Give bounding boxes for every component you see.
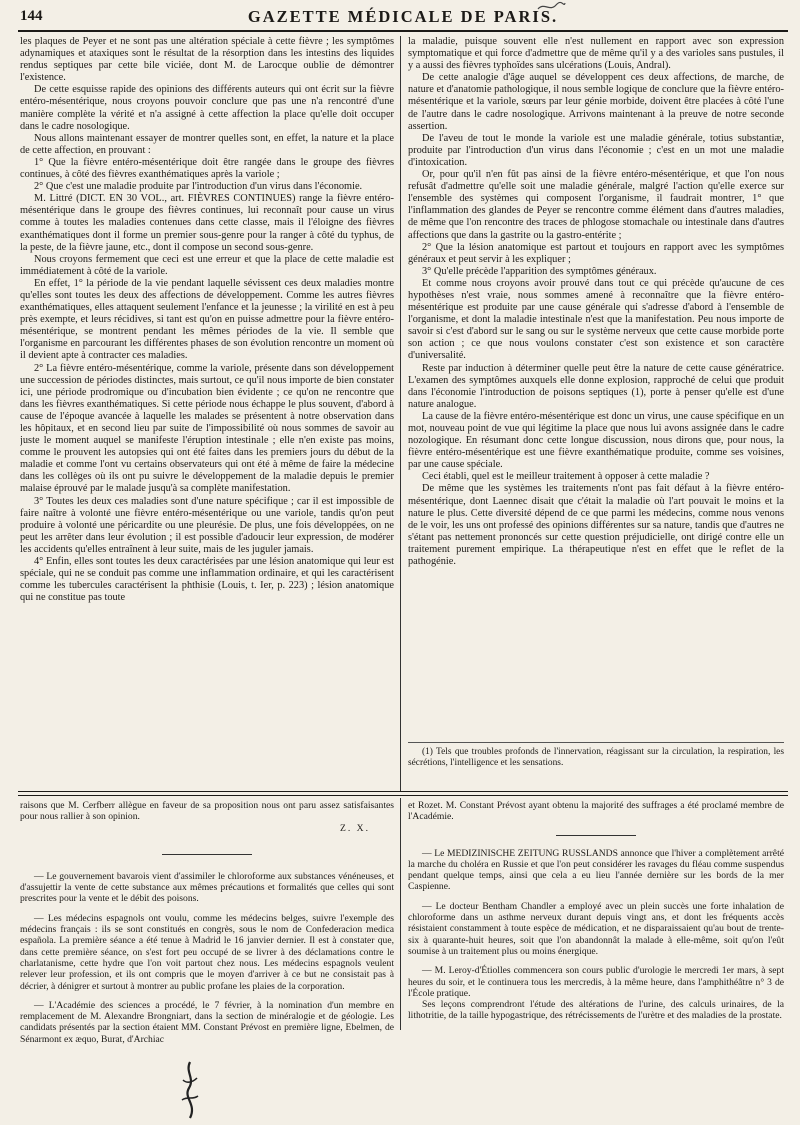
paragraph: Ceci établi, quel est le meilleur traitement à opposer à cette maladie ? — [422, 471, 710, 483]
paragraph: 2° Que la lésion anatomique est partout et toujours en rapport avec les symptômes généraux et peut servir à les expliquer ; — [408, 241, 784, 265]
paragraph: les plaques de Peyer et ne sont pas une altération spéciale à cette fièvre ; les symptômes adynamiques et ataxiques sont le résultat de la résorption dans les intestins des liquides rendus septiques par cette bile viciée, dont M. de Larocque oublie de démontrer l'existence. — [20, 36, 394, 84]
footnote-text: (1) Tels que troubles profonds de l'innervation, réagissant sur la circulation, la respiration, les sécrétions, l'intelligence et les sensations. — [408, 747, 784, 768]
paragraph: et Rozet. M. Constant Prévost ayant obtenu la majorité des suffrages a été proclamé membre de l'Académie. — [408, 800, 784, 823]
paragraph: De l'aveu de tout le monde la variole est une maladie générale, totius substantiæ, produite par l'introduction d'un virus dans l'économie ; c'est en un mot une maladie d'intoxication. — [408, 132, 784, 168]
paragraph: 2° Que c'est une maladie produite par l'introduction d'un virus dans l'économie. — [34, 181, 363, 193]
news-item: Ses leçons comprendront l'étude des altérations de l'urine, des calculs urinaires, de la lithotritie, de la taille hypogastrique, des rétrécissements de l'urètre et des maladies de la prostate. — [408, 999, 784, 1022]
page-header — [18, 4, 788, 32]
paragraph: Nous croyons fermement que ceci est une erreur et que la place de cette maladie est immédiatement à côté de la variole. — [20, 253, 394, 277]
footnote-rule — [408, 742, 784, 743]
news-item: — Les médecins espagnols ont voulu, comme les médecins belges, suivre l'exemple des médecins français : ils se sont constitués en congrès, sous le nom de Confederacion medica española. La première séance a été tenue à Madrid le 16 janvier dernier. Il est à constater que, dans cette première séance, on s'est fort peu occupé de se livrer à des déclamations contre le charlatanisme, cette hydre que l'on voit partout chez nous. Les médecins espagnols veulent relever leur profession, et ils ont compris que le moyen d'arriver à ce but ne consistait pas à décrier, à dénigrer et surtout à montrer au public profane les plaies de la corporation. — [20, 912, 394, 992]
printer-ornament-icon — [175, 1060, 205, 1120]
paragraph: Or, pour qu'il n'en fût pas ainsi de la fièvre entéro-mésentérique, et que l'on nous refusât d'admettre qu'elle soit une maladie générale, malgré l'action qu'elle exerce sur l'ensemble des systèmes qui composent l'organisme, il faudrait montrer, 1° que l'inflammation des glandes de Peyer se rencontre comme élément dans d'autres maladies, de même que l'on rencontre des traces de phlogose stomachale ou intestinale dans d'autres affections que dans la gastrite ou la gastro-entérite ; — [408, 169, 784, 241]
article-column-right — [408, 36, 784, 739]
separator — [556, 835, 636, 836]
paragraph: 2° La fièvre entéro-mésentérique, comme la variole, présente dans son développement une succession de périodes distinctes, mais surtout, ce qu'il nous importe de bien constater ici, une période prodromique ou d'incubation bien évidente ; ce qu'on ne rencontre que dans les fièvres exanthématiques. Si cette période nous échappe le plus souvent, d'abord à cause de l'époque avancée à laquelle les malades se présentent à notre observation dans les hôpitaux, et en second lieu par suite de l'impossibilité où nous sommes de savoir au juste le moment auquel se manifeste l'éruption intestinale ; elle n'en existe pas moins, comme le prouvent les autopsies qui ont été faites dans les premiers jours du début de la maladie et comme l'ont vu certains observateurs qui ont été à même de faire la médecine dans les collèges où ils ont pu suivre le développement de la maladie depuis le premier malaise éprouvé par le malade jusqu'à sa complète manifestation. — [20, 362, 394, 495]
paragraph: raisons que M. Cerfberr allègue en faveur de sa proposition nous ont paru assez satisfaisantes pour nous rallier à son opinion. — [20, 800, 394, 823]
news-item: — L'Académie des sciences a procédé, le 7 février, à la nomination d'un membre en remplacement de M. Alexandre Brongniart, dans la section de minéralogie et de géologie. Les candidats présentés par la section étaient MM. Constant Prévost en première ligne, Ebelmen, de Sénarmont ex æquo, Burat, d'Archiac — [20, 999, 394, 1045]
paragraph: 1° Que la fièvre entéro-mésentérique doit être rangée dans le groupe des fièvres continues, à côté des fièvres exanthématiques après la variole ; — [20, 156, 394, 181]
section-divider — [18, 791, 788, 796]
column-divider — [400, 36, 401, 792]
journal-title: GAZETTE MÉDICALE DE PARIS. — [247, 7, 559, 26]
paragraph: la maladie, puisque souvent elle n'est nullement en rapport avec son expression symptomatique et qui force d'admettre que de même qu'il y a des varioles sans pustules, il y a aussi des fièvres typhoïdes sans ulcérations (Louis, Andral). — [408, 36, 784, 72]
news-column-right — [408, 800, 784, 1022]
paragraph: De même que les systèmes les traitements n'ont pas fait défaut à la fièvre entéro-mésentérique, dont Laennec disait que c'était la maladie où l'art pouvait le moins et la nature le plus. Cette diversité dépend de ce que parmi les médecins, comme nous venons de le voir, les uns ont professé des opinions différentes sur sa nature, tandis que d'autres ne s'étant pas nettement prononcés sur cette question préjudicielle, ont dirigé contre elle un traitement purement empirique. La thérapeutique n'est en effet que le reflet de la pathogénie. — [408, 483, 784, 568]
page-number: 144 — [20, 8, 43, 24]
paragraph: De cette esquisse rapide des opinions des différents auteurs qui ont écrit sur la fièvre entéro-mésentérique, nous croyons pouvoir conclure que pas une n'a rencontré d'une manière complète la vérité et n'a assigné à cette affection la place qu'elle doit occuper dans le cadre nosologique. — [20, 84, 394, 132]
paragraph: Et comme nous croyons avoir prouvé dans tout ce qui précède qu'aucune de ces hypothèses n'est vraie, nous sommes amené à reconnaître que la fièvre entéro-mésentérique est produite par une cause générale qui s'adresse d'abord à l'ensemble de l'organisme, et dont la maladie intestinale n'est que la manifestation. Peu nous importe de savoir si c'est d'abord sur le sang ou sur le système nerveux que cette cause morbide porte son action ; ce que nous voulons constater c'est son existence et son caractère d'universalité. — [408, 277, 784, 362]
paragraph: 3° Toutes les deux ces maladies sont d'une nature spécifique ; car il est impossible de faire naître à volonté une fièvre entéro-mésentérique ou une variole, tandis qu'on peut produire à volonté une péricardite ou une pleurésie. De plus, une fois développées, on ne peut les arrêter dans leur évolution ; il est possible d'adoucir leur expression, de modérer les accidents qu'elles entraînent à leur suite, mais de les juguler jamais. — [20, 495, 394, 555]
separator — [162, 854, 252, 855]
paragraph: Nous allons maintenant essayer de montrer quelles sont, en effet, la nature et la place de cette affection, en prouvant : — [20, 132, 394, 156]
paragraph: La cause de la fièvre entéro-mésentérique est donc un virus, une cause spécifique en un mot, nouveau point de vue qui légitime la place que nous lui avons assignée dans le cadre nozologique. En résumant donc cette longue discussion, nous dirons que, pour nous, la fièvre entéro-mésentérique est une fièvre exanthématique produite, comme ses voisines, par une cause spéciale. — [408, 410, 784, 471]
paragraph: 3° Qu'elle précède l'apparition des symptômes généraux. — [422, 265, 657, 277]
column-divider — [400, 798, 401, 1030]
paragraph: 4° Enfin, elles sont toutes les deux caractérisées par une lésion anatomique qui leur est spéciale, qui ne se conduit pas comme une inflammation ordinaire, et qui les caractérisent comme les tubercules caractérisent la phthisie (Louis, t. Ier, p. 223) ; lésion anatomique qui ne constitue pas toute — [20, 556, 394, 604]
news-column-left — [20, 800, 394, 1045]
paragraph: M. Littré (DICT. EN 30 VOL., art. FIÈVRES CONTINUES) range la fièvre entéro-mésentérique dans le groupe des fièvres continues, lui reconnaît pour cause un virus comme à toutes les maladies contenues dans cette classe, mais il l'éloigne des fièvres exanthématiques dont il forme un premier sous-genre pour la ranger à côté du typhus, de la peste, de la fièvre jaune, etc., dont il compose un second sous-genre. — [20, 193, 394, 253]
paragraph: Reste par induction à déterminer quelle peut être la nature de cette cause génératrice. L'examen des symptômes auxquels elle donne explosion, rapproché de celui que produit dans l'économie l'introduction de poisons septiques (1), porte à penser qu'elle est d'une nature analogue. — [408, 362, 784, 410]
paragraph: De cette analogie d'âge auquel se développent ces deux affections, de marche, de nature et d'anatomie pathologique, il nous semble logique de conclure que la fièvre entéro-mésentérique et la variole, sœurs par leur génie morbide, doivent être placées à côté l'une de l'autre dans le cadre nosologique. Arrivons maintenant à la preuve de notre seconde assertion. — [408, 72, 784, 132]
news-item: — Le gouvernement bavarois vient d'assimiler le chloroforme aux substances vénéneuses, et d'assujettir la vente de cette substance aux mêmes précautions et formalités que celles qui sont prescrites pour la vente et le débit des poisons. — [20, 870, 394, 905]
ink-flourish-icon — [536, 0, 566, 14]
signature: Z. X. — [340, 822, 370, 834]
footnote — [408, 747, 784, 769]
paragraph: En effet, 1° la période de la vie pendant laquelle sévissent ces deux maladies montre qu'elles sont toutes les deux des affections de développement. Comme les autres fièvres exanthématiques, elles attaquent seulement l'enfance et la jeunesse ; la virilité en est à peu près exempte, et leurs récidives, si tant est qu'on en puisse admettre pour la fièvre entéro-mésentérique, se montrent pendant les mêmes périodes de la vie. Il semble que l'organisme en parcourant les différentes phases de son évolution rencontre un moment où il devient apte à contracter ces maladies. — [20, 277, 394, 362]
news-item: — Le MEDIZINISCHE ZEITUNG RUSSLANDS annonce que l'hiver a complètement arrêté la marche du choléra en Russie et que l'on peut considérer les ravages du fléau comme suspendus pendant quelque temps, ainsi que cela a eu lieu l'année dernière sur les bords de la mer Caspienne. — [408, 847, 784, 893]
article-column-left — [20, 36, 394, 786]
news-item: — Le docteur Bentham Chandler a employé avec un plein succès une forte inhalation de chloroforme dans un asthme nerveux durant depuis vingt ans, et dont les fréquents accès résistaient constamment à toute espèce de médication, et ne disparaissaient qu'au bout de trente-six à quarante-huit heures, soit que l'on abandonnât la malade à elle-même, soit qu'on l'eût soumise à un traitement plus ou moins énergique. — [408, 900, 784, 957]
news-item: — M. Leroy-d'Étiolles commencera son cours public d'urologie le mercredi 1er mars, à sept heures du soir, et le continuera tous les mercredis, à la même heure, dans l'amphithéâtre n° 3 de l'École pratique. — [408, 965, 784, 999]
